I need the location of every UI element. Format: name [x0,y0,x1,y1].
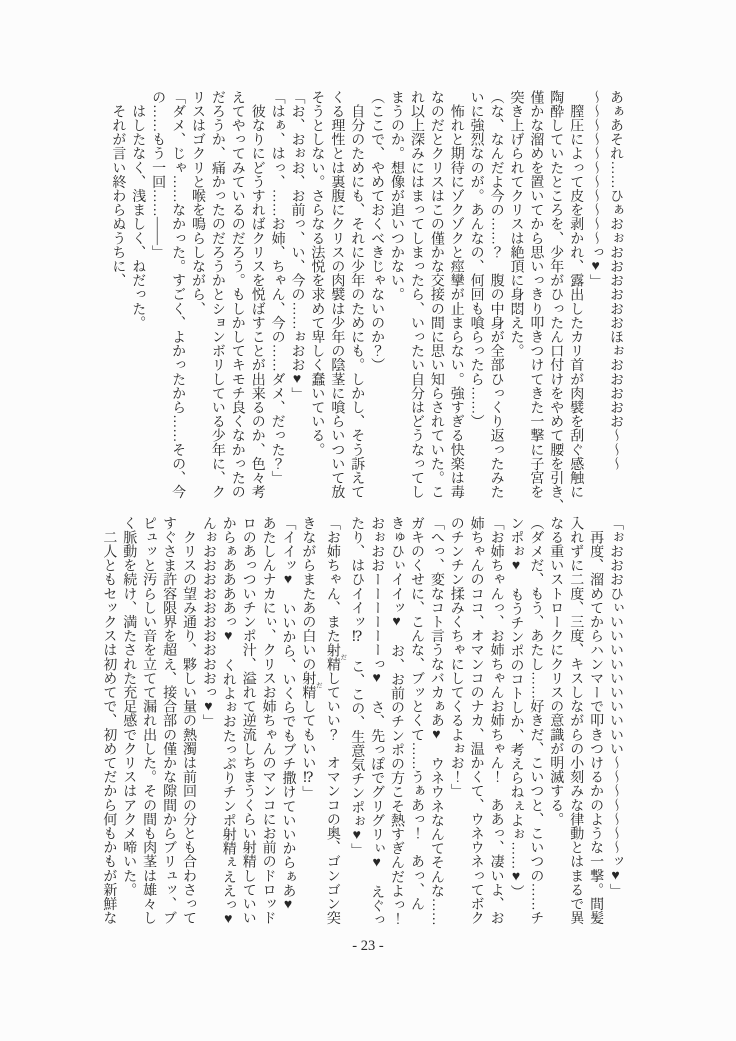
text-line: 姉ちゃんのココ、オマンコのナカ、温かくて、ウネウネってボク [468,516,484,925]
text-line: 怖れと期待にゾクゾクと痙攣が止まらない。強すぎる快楽は毒 [448,90,464,499]
text-line: 再度、溜めてからハンマーで叩きつけるかのような一撃。間髪 [588,516,604,925]
text-line: 二人ともセックスは初めてで、初めてだから何もかもが新鮮な [101,516,117,925]
text-line: んぉおおおおおおおおおおっ♥」 [200,516,216,729]
text-line: 僅かな溜めを置いてから思いっきり叩きつけてきた一撃に子宮を [528,90,544,499]
text-line: の……もう一回……――」 [150,90,166,260]
text-line: 「お、おぉお、お前っ、い、今の……ぉおお♥」 [289,90,305,402]
text-line: 「はぁ、はっ、……お姉、ちゃん、今の……ダメ、だった？」 [269,90,285,485]
text-line: 「ぉおおおひぃいいいいいいいいいい～～～～～～～ッ♥」 [608,516,623,898]
text-line: きゅひぃイイッ♥ お、お前のチンポの方こそ熱すぎんだよっ！ [389,516,405,926]
text-line: それが言い終わらぬうちに、 [110,90,126,288]
text-line: きながらまたあの白いの射精 だしてもいい⁉」 [300,516,322,801]
text-line: く脈動を続け、満たされた充足感でクリスはアクメ啼いた。 [121,516,137,897]
text-line: のチンチン揉みくちゃにしてくるよぉお！」 [448,516,464,798]
text-line: いに強烈なのが。あんなの、何回も喰らったら……） [468,90,484,429]
text-line: はしたなく、浅ましく、ねだった。 [130,90,146,330]
text-line: ガキのくせに、こんな、ブッとくて……うぁあっ！ あっ、ん [408,516,424,911]
text-band-upper [107,90,625,514]
text-line: れ以上深みにはまってしまったら、いったい自分はどうなってし [408,90,424,499]
text-line: あぁあそれ……ひぁおぉおおおおおおほぉおおおおお～～～ [608,90,623,471]
text-line: ～～～～～～～～～～～っ♥」 [588,90,604,289]
text-line: リスはゴクリと喉を鳴らしながら、 [189,90,205,316]
text-line: 入れずに二度、三度、キスしながらの小刻みな律動とはまるで異 [568,516,584,925]
text-line: おぉおおーーーーーーっ♥ さ、先っぽでグリグリぃ♥ えぐっ [369,516,385,927]
text-line: すぐさま許容限界を超え、接合部の僅かな隙間からブリュッ、ブ [161,516,177,925]
text-line: （な、なんだよ今の……？ 腹の中身が全部ひっくり返ったみた [488,90,504,499]
text-line: 「ダメ、じゃ……なかった。すごく、よかったから……その、今 [170,90,186,499]
text-line: からぁああああっ♥ くれよぉおたっぷりチンポ射精ぇええっ♥ [220,516,236,927]
page-number: - 23 - [352,938,384,954]
text-line: 膣圧によって皮を剥かれ、露出したカリ首が肉襞を刮ぐ感触に [568,90,584,499]
text-line: なる重いストロークにクリスの意識が明滅する。 [548,516,564,827]
text-line: 「お姉ちゃんっ、お姉ちゃんお姉ちゃん！ ああっ、凄いよ、お [488,516,504,925]
text-line: 「イイッ♥ いいから、いくらでもブチ撒けていいからぁあ♥ [280,516,296,913]
text-line: 「へっ、変なコト言うなバカぁあ♥ ウネウネなんてそんな…… [428,516,444,926]
text-line: そうとしない。さらなる法悦を求めて卑しく蠢いている。 [309,90,325,457]
text-line: 自分のためにも、それに少年のためにも。しかし、そう訴えて [349,90,365,499]
text-line: まうのか。想像が追いつかない。 [389,90,405,302]
text-line: 「お姉ちゃん、また射精 だしていい？ オマンコの奥、ゴンゴン突 [324,516,347,925]
text-line: ピュッと汚らしい音を立てて漏れ出した。その間も肉茎は雄々し [141,516,157,925]
text-line: ロのあっついチンポ汁、溢れて逆流しちまうくらい射精していい [240,516,256,925]
text-line: なのだとクリスはこの僅かな交接の間に思い知らされていた。こ [428,90,444,499]
text-line: えてやってみているのだろう。もしかしてキモチ良くなかったの [229,90,245,499]
text-line: （ダメだ、もう、あたし……好きだ、こいつと、こいつの……チ [528,516,544,925]
text-line: クリスの望み通り、夥しい量の熱濁は前回の分とも合わさって [180,516,196,925]
text-line: （ここで、やめておくべきじゃないのか？） [369,90,385,372]
text-line: くる理性とは裏腹にクリスの肉襞は少年の陰茎に喰らいついて放 [329,90,345,499]
text-line: ンポぉ♥ もうチンポのコトしか、考えらねぇよぉ……♥） [508,516,524,899]
text-band-lower [98,516,625,940]
text-line: 陶酔していたところを、少年がひったん口付けをやめて腰を引き、 [548,90,564,513]
text-line: だろうか、痛かったのだろうかとションボリしている少年に、ク [209,90,225,499]
text-line: あたしんナカにぃ、クリスお姉ちゃんのマンコにお前のドロッド [260,516,276,925]
text-line: 突き上げられてクリスは絶頂に身悶えた。 [508,90,524,358]
text-line: たり、はひイイッ⁉ こ、この、生意気チンポぉ♥」 [349,516,365,858]
text-line: 彼なりにどうすればクリスを悦ばすことが出来るのか、色々考 [249,90,265,499]
